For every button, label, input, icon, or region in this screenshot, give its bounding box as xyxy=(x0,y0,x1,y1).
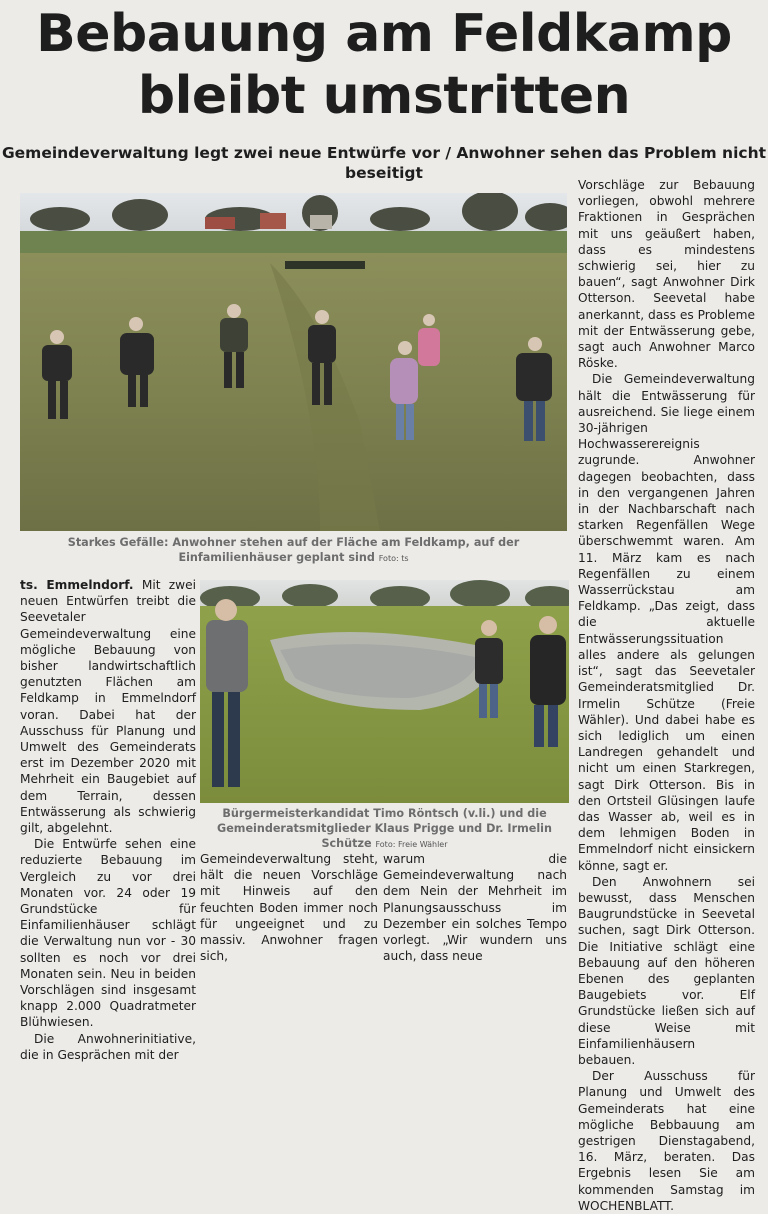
field-scene-illustration xyxy=(20,193,567,531)
article-column-2 xyxy=(200,851,378,964)
article-column-1 xyxy=(20,577,196,1063)
photo-residents-on-field xyxy=(20,193,567,531)
flooded-field-illustration xyxy=(200,580,569,803)
photo2-caption xyxy=(200,806,569,852)
headline-line-1: Bebauung am Feldkamp xyxy=(36,4,732,64)
paragraph: Vorschläge zur Bebauung vorliegen, obwohl mehrere Fraktionen in Gesprächen mit uns geäußert haben, dass es mindestens schwierig sei, hier zu bauen“, sagt Anwohner Dirk Otterson. Seevetal habe anerkannt, dass es Probleme mit der Entwässerung gebe, sagt auch Anwohner Marco Röske. xyxy=(578,178,755,371)
photo2-credit: Foto: Freie Wähler xyxy=(375,840,448,849)
paragraph: Gemeindeverwaltung steht, hält die neuen Vorschläge mit Hinweis auf den feuchten Boden immer noch für ungeeignet und zu massiv. Anwohner fragen sich, xyxy=(200,852,378,964)
headline-line-2: bleibt umstritten xyxy=(137,66,631,126)
photo2-caption-text: Bürgermeisterkandidat Timo Röntsch (v.li.) und die Gemeinderatsmitglieder Klaus Prigge und Dr. Irmelin Schütze xyxy=(217,807,552,850)
paragraph: Die Anwohnerinitiative, die in Gesprächen mit der xyxy=(20,1031,196,1062)
dateline: ts. Emmelndorf. xyxy=(20,578,134,592)
paragraph: Den Anwohnern sei bewusst, dass Menschen Baugrundstücke in Seevetal suchen, sagt Dirk Otterson. Die Initiative schlägt eine Bebauung auf den höheren Ebenen des geplanten Baugebiets vor. Elf Grundstücke ließen sich auf diese Weise mit Einfamilienhäusern bebauen. xyxy=(578,874,755,1067)
paragraph: Die Gemeindeverwaltung hält die Entwässerung für ausreichend. Sie liege einem 30-jährigen Hochwasserereignis zugrunde. Anwohner dagegen beobachten, dass in den vergangenen Jahren in der Nachbarschaft nach starken Regenfällen Wege überschwemmt waren. Am 11. März kam es nach Regenfällen zu einem Wasserrückstau am Feldkamp. „Das zeigt, dass die aktuelle Entwässerungssituation alles andere als gelungen ist“, sagt das Seevetaler Gemeinderatsmitglied Dr. Irmelin Schütze (Freie Wähler). Und dabei habe es sich lediglich um einen Landregen gehandelt und nicht um einen Starkregen, sagt Dirk Otterson. Bis in den Ortsteil Glüsingen laufe das Wasser ab, weil es in dem lehmigen Boden in Emmelndorf nicht einsickern könne, sagt er. xyxy=(578,372,755,873)
paragraph: Die Entwürfe sehen eine reduzierte Bebauung im Vergleich zu vor drei Monaten vor. 24 oder 19 Grundstücke für Einfamilienhäuser schlägt die Verwaltung nun vor - 30 sollten es noch vor drei Monaten sein. Neu in beiden Vorschlägen sind insgesamt knapp 2.000 Quadratmeter Blühwiesen. xyxy=(20,837,196,1030)
photo-politicians-at-flooded-field xyxy=(200,580,569,803)
photo1-credit: Foto: ts xyxy=(378,554,409,563)
photo1-caption xyxy=(20,535,567,566)
article-column-4 xyxy=(578,177,755,1214)
paragraph: Mit zwei neuen Entwürfen treibt die Seevetaler Gemeindeverwaltung eine mögliche Bebauung von bisher landwirtschaftlich genutzten Flächen am Feldkamp in Emmelndorf voran. Dabei hat der Ausschuss für Planung und Umwelt des Gemeinderats erst im Dezember 2020 mit Mehrheit ein Baugebiet auf dem Terrain, dessen Entwässerung als schwierig gilt, abgelehnt. xyxy=(20,578,197,836)
article-column-3 xyxy=(383,851,567,964)
paragraph: warum die Gemeindeverwaltung nach dem Nein der Mehrheit im Planungsausschuss im Dezember ein solches Tempo vorlegt. „Wir wundern uns auch, dass neue xyxy=(383,852,567,964)
paragraph: Der Ausschuss für Planung und Umwelt des Gemeinderats hat eine mögliche Bebbauung am gestrigen Dienstagabend, 16. März, beraten. Das Ergebnis lesen Sie am kommenden Samstag im WOCHENBLATT. xyxy=(578,1069,755,1213)
subheadline: Gemeindeverwaltung legt zwei neue Entwürfe vor / Anwohner sehen das Problem nicht beseitigt xyxy=(1,144,767,182)
photo1-caption-text: Starkes Gefälle: Anwohner stehen auf der Fläche am Feldkamp, auf der Einfamilienhäuser geplant sind xyxy=(67,536,520,564)
